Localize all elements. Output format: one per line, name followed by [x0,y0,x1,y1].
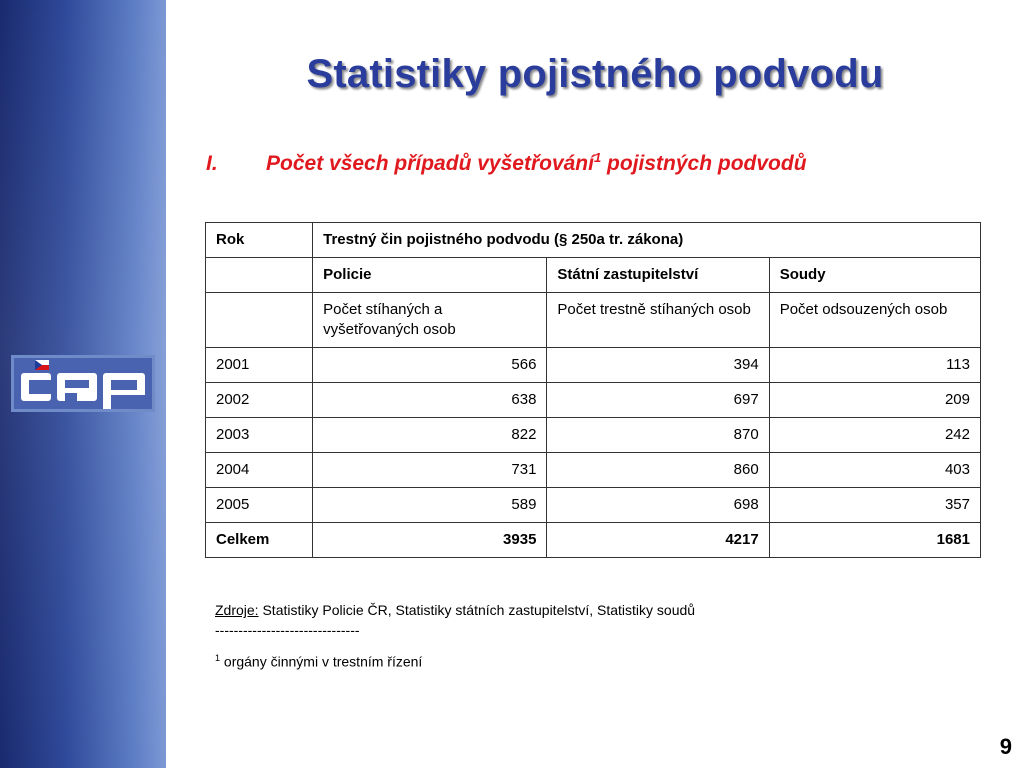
page-number: 9 [999,734,1012,759]
empty-cell [206,293,313,348]
section-number: I. [206,152,218,175]
header-policie: Policie [313,258,547,293]
section-text-after: pojistných podvodů [601,152,807,175]
table-header-row [206,223,981,258]
table-description-row [206,293,981,348]
slide-title: Statistiky pojistného podvodu [306,52,884,96]
table-subheader-row [206,258,981,293]
source-label: Zdroje: [215,602,259,618]
statistics-table [205,222,981,558]
total-policie: 3935 [313,523,547,558]
sidebar-band [0,0,166,768]
soudy-cell: 242 [769,418,980,453]
source-line [215,600,695,620]
footnote-text: orgány činnými v trestním řízení [220,653,423,670]
zast-cell: 697 [547,383,769,418]
soudy-cell: 209 [769,383,980,418]
year-cell: 2003 [206,418,313,453]
soudy-cell: 357 [769,488,980,523]
cap-logo [11,355,155,412]
soudy-cell: 113 [769,348,980,383]
source-text: Statistiky Policie ČR, Statistiky státních zastupitelství, Statistiky soudů [258,602,696,618]
header-rok: Rok [206,223,313,258]
policie-cell: 566 [313,348,547,383]
footnote [215,648,695,672]
year-cell: 2002 [206,383,313,418]
table-row [206,488,981,523]
header-soudy: Soudy [769,258,980,293]
table-row [206,383,981,418]
section-text: Počet všech případů vyšetřování [266,152,594,175]
year-cell: 2005 [206,488,313,523]
year-cell: 2001 [206,348,313,383]
empty-cell [206,258,313,293]
desc-zastupitelstvi: Počet trestně stíhaných osob [547,293,769,348]
notes-block [215,600,695,672]
total-soudy: 1681 [769,523,980,558]
table-row [206,418,981,453]
section-heading [206,150,807,176]
header-zastupitelstvi: Státní zastupitelství [547,258,769,293]
zast-cell: 394 [547,348,769,383]
policie-cell: 638 [313,383,547,418]
total-label: Celkem [206,523,313,558]
footnote-number: 1 [215,653,221,663]
table-row [206,348,981,383]
policie-cell: 822 [313,418,547,453]
soudy-cell: 403 [769,453,980,488]
desc-policie: Počet stíhaných a vyšetřovaných osob [313,293,547,348]
policie-cell: 731 [313,453,547,488]
total-zast: 4217 [547,523,769,558]
year-cell: 2004 [206,453,313,488]
notes-divider: ------------------------------- [215,622,360,638]
zast-cell: 698 [547,488,769,523]
footnote-marker: 1 [593,150,602,165]
table-row [206,453,981,488]
zast-cell: 870 [547,418,769,453]
policie-cell: 589 [313,488,547,523]
table-total-row [206,523,981,558]
zast-cell: 860 [547,453,769,488]
header-group: Trestný čin pojistného podvodu (§ 250a tr. zákona) [313,223,981,258]
desc-soudy: Počet odsouzených osob [769,293,980,348]
